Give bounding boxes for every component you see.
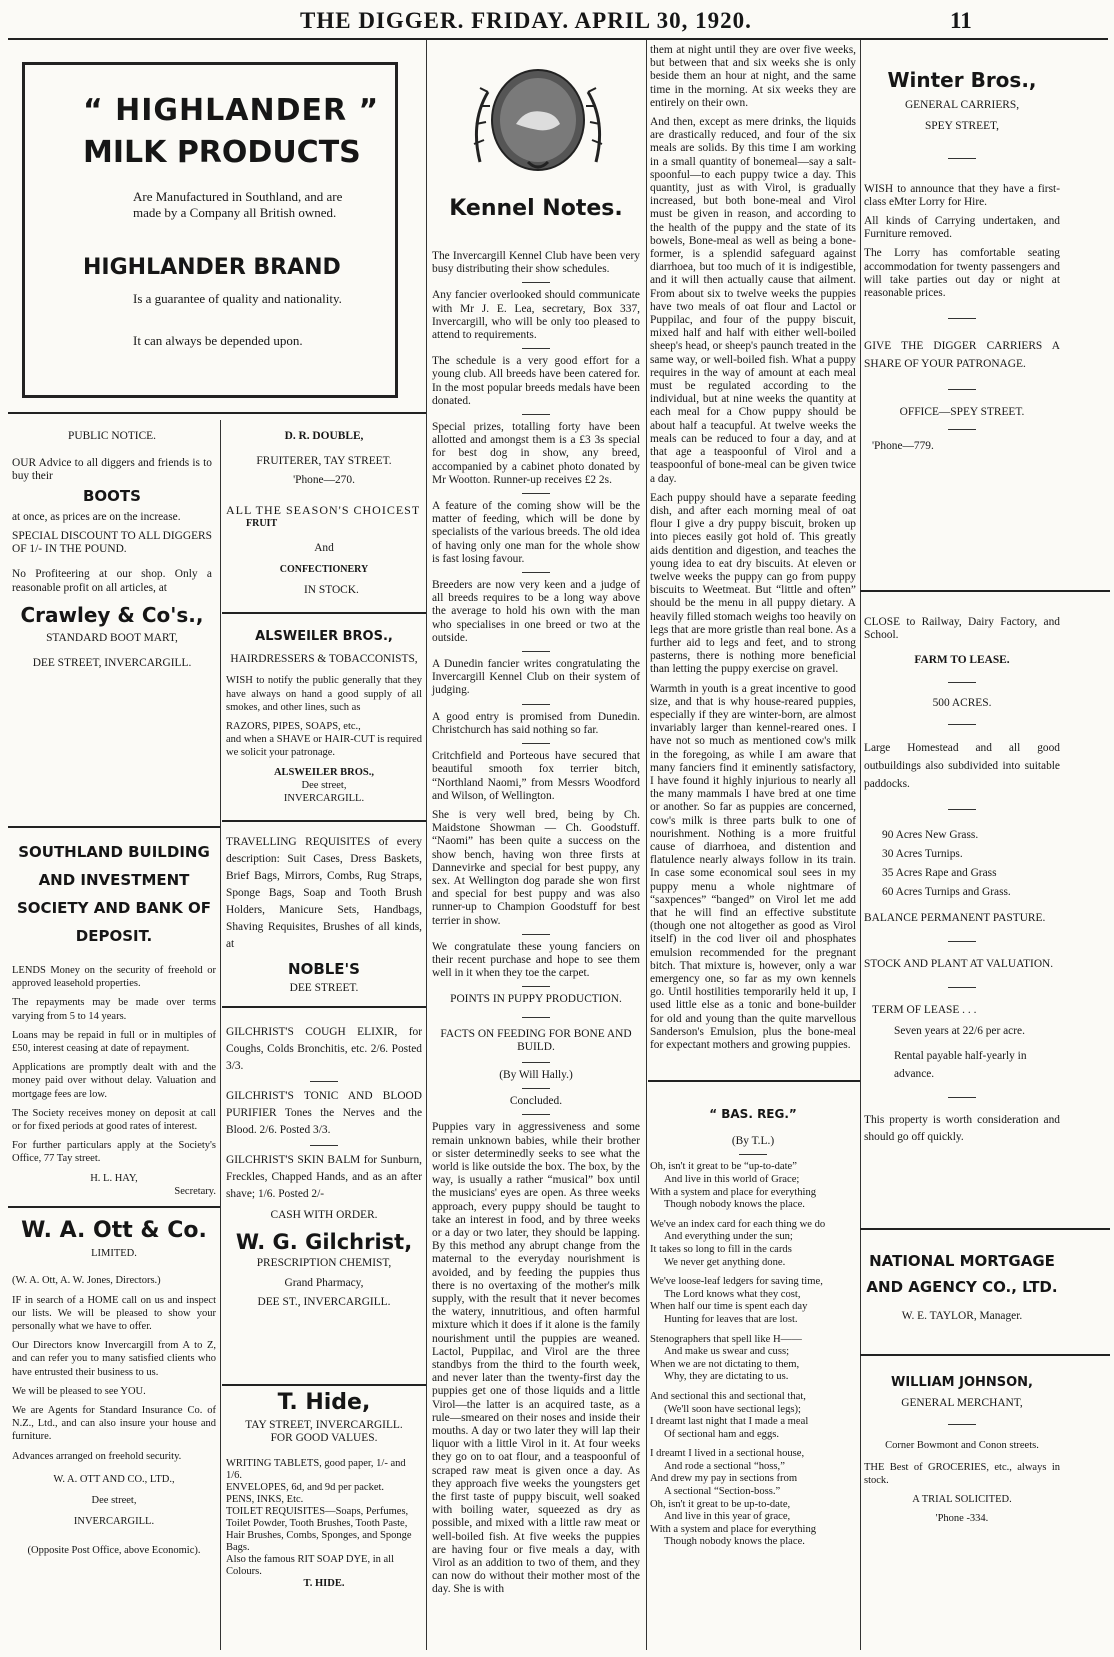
poem-line: Though nobody knows the place.	[664, 1199, 805, 1211]
notice-heading: PUBLIC NOTICE.	[68, 430, 156, 442]
highlander-guarantee: Is a guarantee of quality and nationality.	[133, 291, 342, 306]
rule	[522, 1062, 550, 1063]
poem-line: Though nobody knows the place.	[664, 1536, 805, 1548]
double-ad	[226, 430, 422, 598]
kennel-text: Special prizes, totalling forty have been allotted and amongst them is a £3 3s special for best dog in show, any breed, accompanied by a cabinet photo donated by Mr Wootton. Runner-up receives £2 2s.	[432, 421, 640, 486]
rule	[522, 414, 550, 415]
double-text: CONFECTIONERY	[279, 564, 369, 576]
poem-stanza	[650, 1391, 856, 1441]
column-rule	[426, 40, 427, 1650]
kennel-byline: (By Will Hally.)	[499, 1068, 573, 1081]
alsweiler-text: WISH to notify the public generally that they have always on hand a good supply of all smokes, and other lines, such as	[226, 675, 422, 713]
johnson-text: A TRIAL SOLICITED.	[912, 1494, 1012, 1506]
poem-stanza	[650, 1448, 856, 1549]
poem-line: We never get anything done.	[664, 1256, 786, 1268]
ott-directors: (W. A. Ott, A. W. Jones, Directors.)	[12, 1275, 161, 1287]
rule	[522, 934, 550, 935]
kennel-notes	[432, 250, 640, 1603]
highlander-title: “ HIGHLANDER ”	[83, 93, 380, 128]
divider	[8, 826, 220, 828]
southland-ad	[12, 838, 216, 1198]
poem-body	[650, 1161, 856, 1549]
farm-list-item: 35 Acres Rape and Grass	[882, 866, 997, 879]
gilchrist-ad	[226, 1024, 422, 1309]
poem-line: I dreamt last night that I made a meal	[650, 1416, 809, 1428]
farm-list-item: 60 Acres Turnips and Grass.	[882, 885, 1011, 898]
farm-text: CLOSE to Railway, Dairy Factory, and School.	[864, 616, 1060, 642]
alsweiler-text: RAZORS, PIPES, SOAPS, etc.,	[226, 721, 361, 733]
farm-ad	[864, 616, 1060, 1152]
highlander-body: Are Manufactured in Southland, and are made by a Company all British owned.	[133, 189, 343, 220]
rule	[522, 493, 550, 494]
alsweiler-sub: HAIRDRESSERS & TOBACCONISTS,	[230, 653, 418, 666]
winter-sub: GENERAL CARRIERS,	[904, 99, 1020, 112]
southland-text: The Society receives money on deposit at call or for fixed periods at good rates of interest.	[12, 1107, 216, 1133]
rule	[948, 318, 976, 319]
rule	[522, 1017, 550, 1018]
poem-line: With a system and place for everything	[650, 1186, 817, 1198]
ott-text: We are Agents for Standard Insurance Co. of N.Z., Ltd., and can also insure your house and furniture.	[12, 1405, 216, 1443]
farm-list-item: 30 Acres Turnips.	[882, 847, 963, 860]
winter-sub: SPEY STREET,	[924, 120, 1000, 133]
kennel-subheading: FACTS ON FEEDING FOR BONE AND BUILD.	[440, 1027, 632, 1053]
southland-text: Loans may be repaid in full or in multiples of £50, interest ceasing at date of repayment.	[12, 1029, 216, 1055]
johnson-phone: 'Phone -334.	[935, 1513, 989, 1525]
poem-line: It takes so long to fill in the cards	[650, 1243, 792, 1255]
poem-line: The Lord knows what they cost,	[664, 1288, 801, 1300]
ott-ad	[12, 1218, 216, 1558]
kennel-emblem	[468, 62, 608, 180]
boots-ad	[12, 430, 212, 670]
rule	[522, 1114, 550, 1115]
southland-text: Applications are promptly dealt with and the money paid over without delay. Valuation and mortgage fees are low.	[12, 1062, 216, 1100]
poem-stanza	[650, 1219, 856, 1269]
column-rule	[220, 420, 221, 1650]
article-text: Each puppy should have a separate feeding dish, and after each morning meal of oat flour I give a dry puppy biscuit, broken up into pieces easily got hold of. This greatly aids dentition and digestion, and teaches the young idea to eat dry biscuits. At eleven or twelve weeks the puppy can go from puppy biscuits to Weetmeat. But “little and often” should be the menu in all puppy dietary. A heavily filled stomach weighs too heavily on legs that are more gristle than real bone. As a further aid to legs and feet, and to strong pasterns, there is nothing more beneficial than letting the puppy exercise on gravel.	[650, 491, 856, 676]
ott-text: Our Directors know Invercargill from A to Z, and can refer you to many satisfied clients who have entrusted their business to us.	[12, 1340, 216, 1378]
gilchrist-cash: CASH WITH ORDER.	[270, 1209, 378, 1221]
farm-heading: FARM TO LEASE.	[914, 654, 1010, 667]
double-name: D. R. DOUBLE,	[284, 430, 364, 442]
johnson-name: WILLIAM JOHNSON,	[891, 1375, 1033, 1390]
double-phone: 'Phone—270.	[293, 474, 355, 487]
divider	[222, 1384, 426, 1386]
rule	[948, 1097, 976, 1098]
poem-line: With a system and place for everything	[650, 1523, 817, 1535]
hide-name: T. Hide,	[277, 1390, 371, 1415]
rule	[948, 987, 976, 988]
rule	[948, 809, 976, 810]
gilchrist-text: GILCHRIST'S TONIC AND BLOOD PURIFIER Tones the Nerves and the Blood. 2/6. Posted 3/3.	[226, 1090, 422, 1136]
boots-text: at once, as prices are on the increase.	[12, 510, 181, 523]
southland-sign: Secretary.	[174, 1185, 216, 1197]
kennel-text: A good entry is promised from Dunedin. Christchurch has said nothing so far.	[432, 710, 640, 736]
farm-term: TERM OF LEASE . . .	[872, 1004, 977, 1017]
poem-line: When we are not dictating to them,	[650, 1358, 800, 1370]
hide-ad	[226, 1390, 422, 1590]
national-manager: W. E. TAYLOR, Manager.	[901, 1310, 1023, 1322]
alsweiler-text: and when a SHAVE or HAIR-CUT is required we solicit your patronage.	[226, 734, 422, 759]
hide-sign: T. HIDE.	[303, 1577, 345, 1589]
double-text: And	[314, 542, 334, 555]
double-text: IN STOCK.	[304, 584, 359, 597]
divider	[860, 1228, 1110, 1230]
farm-term-text: Rental payable half-yearly in advance.	[894, 1049, 1027, 1080]
poem-line: Of sectional ham and eggs.	[664, 1428, 780, 1440]
ott-text: Advances arranged on freehold security.	[12, 1450, 182, 1462]
winter-office: OFFICE—SPEY STREET.	[899, 406, 1025, 419]
hide-text: TOILET REQUISITES—Soaps, Perfumes, Toilet Powder, Tooth Brushes, Tooth Paste, Hair Brushes, Combs, Sponges, and Sponge Bags.	[226, 1505, 412, 1553]
highlander-subtitle: MILK PRODUCTS	[83, 135, 361, 170]
hide-text: Also the famous RIT SOAP DYE, in all Colours.	[226, 1553, 394, 1577]
poem-stanza	[650, 1334, 856, 1384]
southland-text: The repayments may be made over terms varying from 5 to 14 years.	[12, 997, 216, 1022]
ott-limited: LIMITED.	[91, 1248, 137, 1260]
kennel-concluded: Concluded.	[509, 1095, 563, 1108]
rule	[522, 282, 550, 283]
page-header	[0, 8, 1114, 36]
poem	[650, 1108, 856, 1556]
header-rule	[8, 38, 1108, 40]
masthead-title: THE DIGGER. FRIDAY. APRIL 30, 1920.	[300, 8, 752, 33]
farm-acres: 500 ACRES.	[932, 696, 992, 709]
rule	[522, 348, 550, 349]
page-number: 11	[950, 8, 972, 33]
poem-line: And rode a sectional “hoss,”	[664, 1460, 785, 1472]
highlander-depend: It can always be depended upon.	[133, 333, 303, 348]
gilchrist-sign: Grand Pharmacy,	[284, 1276, 364, 1289]
rule	[522, 651, 550, 652]
article-text: Warmth in youth is a great incentive to good size, and that is why house-reared puppies, especially if they are winter-born, are almost invariably larger than kennel-reared ones. I have not so much as mentioned cow's milk in the foregoing, as while I am aware that many fanciers find it eminently satisfactory, I have found it highly injurious to nearly all the many mammals I have bred at one time or another. So far as puppies are concerned, cow's milk is three parts bulk to one of nourishment. Nothing is a more fruitful cause of diarrhoea, and distention and flatulence nearly always follow in its train. In case some economical soul sees in my puppy menu a whole nightmare of “saxpences” “banged” on Virol let me add that he will find an effective substitute (though one not altogether as good as Virol itself) in the cod liver oil and phosphates emulsion recommended for the pregnant bitch. That mixture is, however, only a war emergency one, so far as my own kennels go. Until hostilities temporarily held it up, I used little else as a tonic and bone-builder for old and young than the quite marvellous Sanderson's Emulsion, plus the bone-meal for expectant mothers and growing puppies.	[650, 682, 856, 1052]
winter-text: GIVE THE DIGGER CARRIERS A SHARE OF YOUR PATRONAGE.	[864, 340, 1060, 371]
poem-line: We've an index card for each thing we do	[650, 1218, 826, 1230]
article-text: them at night until they are over five weeks, but between that and six weeks she is only beside them an hour at night, and the same time in the morning. At six weeks they are entirely on their own.	[650, 44, 856, 109]
rule	[522, 986, 550, 987]
farm-text: BALANCE PERMANENT PASTURE.	[864, 911, 1046, 924]
poem-line: Hunting for leaves that are lost.	[664, 1313, 798, 1325]
rule	[310, 1145, 338, 1146]
kennel-text: Critchfield and Porteous have secured that beautiful smooth fox terrier bitch, “Northland Naomi,” from Messrs Woodford and Wilson, of Wellington.	[432, 750, 640, 802]
southland-text: For further particulars apply at the Society's Office, 77 Tay street.	[12, 1140, 216, 1165]
winter-ad	[864, 68, 1060, 454]
kennel-text: She is very well bred, being by Ch. Maidstone Showman — Ch. Goodstuff. “Naomi” has been quite a success on the show bench, having won three firsts at Dannevirke and special for best puppy, any sex. At Wellington dog parade she won first and special for best puppy and was also runner-up to Champion Goodstuff for best terrier in show.	[432, 808, 640, 927]
rule	[948, 429, 976, 430]
rule	[948, 389, 976, 390]
column-rule	[646, 40, 647, 1650]
ott-sign: W. A. OTT AND CO., LTD.,	[53, 1473, 175, 1485]
poem-line: And make us swear and cuss;	[664, 1346, 790, 1358]
kennel-text: We congratulate these young fanciers on their recent purchase and hope to see them well in it when they toe the carpet.	[432, 940, 640, 980]
rule	[522, 743, 550, 744]
highlander-brand: HIGHLANDER BRAND	[83, 255, 341, 280]
alsweiler-sign: Dee street,	[301, 779, 347, 791]
divider	[860, 590, 1110, 592]
poem-title: “ BAS. REG.”	[709, 1107, 797, 1121]
poem-line: Oh, isn't it great to be “up-to-date”	[650, 1161, 797, 1173]
boots-discount: SPECIAL DISCOUNT TO ALL DIGGERS OF 1/- IN THE POUND.	[12, 530, 212, 556]
divider	[222, 820, 426, 822]
kennel-text: Puppies vary in aggressiveness and some remain unknown babies, while their brother or sister determinedly seeks to see what the world is like outside the box. The box, by the way, is usually a rather “musical” box until the musicians' eyes are open. As three weeks approach, every puppy should be taught to take an interest in food, and by three weeks or a day or two later, they should be lapping. By this method any abrupt change from the maternal to the everyday nourishment is avoided, and by feeding the puppies thus there is no overtaxing of the mother's milk supply, with the result that it never becomes the watery, innutritious, and often harmful mixture which it does if it alone is the family nourishment until the puppies are weaned. Lactol, Puppilac, and Virol are the three standbys from the third to the fourth week, and never later than the twenty-first day the puppies get one of those liquids and a little Virol—the latter is an acquired taste, as a rule—smeared on their noses and inside their mouths. A day or two later they will lap their liquor with a little Virol in it. At four weeks they go on to oat flour, and a teaspoonful of scraped raw meat is given once a day. As they approach five weeks the youngsters get the first taste of puppy biscuit, well soaked with boiling water, squeezed as dry as possible, and mixed with a little raw meat or well-boiled fish. At five weeks the puppies are having four or five meals a day, with Virol as an addition to two of them, and they can now do without their mother most of the day. She is with	[432, 1121, 640, 1596]
boots-text: OUR Advice to all diggers and friends is to buy their	[12, 457, 212, 483]
alsweiler-sign: INVERCARGILL.	[283, 793, 365, 805]
kennel-subheading: POINTS IN PUPPY PRODUCTION.	[450, 993, 622, 1006]
hide-text: WRITING TABLETS, good paper, 1/- and 1/6.	[226, 1457, 406, 1481]
rule	[948, 1424, 976, 1425]
noble-text: TRAVELLING REQUISITES of every description: Suit Cases, Dress Baskets, Brief Bags, Mirrors, Combs, Rug Straps, Sponge Bags, Soap and Tooth Brush Holders, Manicure Sets, Handbags, Shaving Requisites, Brushes of all kinds, at	[226, 836, 422, 950]
national-ad	[864, 1248, 1060, 1323]
poem-line: (We'll soon have sectional legs);	[664, 1403, 801, 1415]
crawley-address: DEE STREET, INVERCARGILL.	[32, 657, 192, 670]
southland-text: LENDS Money on the security of freehold or approved leasehold properties.	[12, 965, 216, 990]
noble-street: DEE STREET.	[289, 982, 359, 995]
rule	[310, 1081, 338, 1082]
column-rule	[860, 40, 861, 1650]
kennel-text: The Invercargill Kennel Club have been very busy distributing their show schedules.	[432, 250, 640, 276]
farm-text: Large Homestead and all good outbuildings also subdivided into suitable paddocks.	[864, 741, 1060, 790]
poem-line: And everything under the sun;	[664, 1231, 793, 1243]
poem-line: Why, they are dictating to us.	[664, 1371, 789, 1383]
divider	[8, 1206, 220, 1208]
poem-stanza	[650, 1161, 856, 1211]
hide-sub: FOR GOOD VALUES.	[270, 1432, 378, 1445]
divider	[860, 1354, 1110, 1356]
poem-line: And live in this world of Grace;	[664, 1174, 800, 1185]
poem-line: Oh, isn't it great to be up-to-date,	[650, 1498, 791, 1510]
rule	[522, 704, 550, 705]
hide-text: ENVELOPES, 6d, and 9d per packet.	[226, 1481, 385, 1493]
divider	[222, 612, 426, 614]
farm-term-text: Seven years at 22/6 per acre.	[894, 1025, 1025, 1038]
ott-text: We will be pleased to see YOU.	[12, 1385, 146, 1397]
rule	[522, 572, 550, 573]
double-text: ALL THE SEASON'S CHOICEST	[226, 502, 421, 517]
winter-phone: 'Phone—779.	[872, 440, 934, 453]
national-name: NATIONAL MORTGAGE AND AGENCY CO., LTD.	[866, 1252, 1058, 1296]
poem-line: A sectional “Section-boss.”	[664, 1486, 781, 1498]
noble-name: NOBLE'S	[288, 960, 360, 978]
kennel-text: A Dunedin fancier writes congratulating the Invercargill Kennel Club on their system of judging.	[432, 658, 640, 697]
gilchrist-text: GILCHRIST'S SKIN BALM for Sunburn, Freckles, Chapped Hands, and as an after shave; 1/6. Posted 2/-	[226, 1154, 422, 1200]
kennel-text: The schedule is a very good effort for a young club. All breeds have been catered for. In the most popular breeds medals have been donated.	[432, 355, 640, 407]
alsweiler-name: ALSWEILER BROS.,	[255, 629, 393, 644]
winter-text: All kinds of Carrying undertaken, and Furniture removed.	[864, 215, 1060, 241]
boots-text: No Profiteering at our shop. Only a reasonable profit on all articles, at	[12, 568, 212, 594]
alsweiler-sign: ALSWEILER BROS.,	[273, 766, 375, 778]
noble-ad	[226, 834, 422, 995]
rule	[948, 941, 976, 942]
double-text: FRUIT	[246, 517, 278, 529]
poem-line: And sectional this and sectional that,	[650, 1390, 806, 1402]
crawley-sub: STANDARD BOOT MART,	[46, 632, 178, 645]
poem-line: Stenographers that spell like H——	[650, 1333, 802, 1345]
rule	[739, 1154, 767, 1155]
divider	[648, 1080, 860, 1082]
johnson-sub: GENERAL MERCHANT,	[901, 1397, 1023, 1410]
southland-title: SOUTHLAND BUILDING AND INVESTMENT SOCIETY AND BANK OF DEPOSIT.	[17, 843, 211, 945]
gilchrist-name: W. G. Gilchrist,	[235, 1230, 413, 1255]
rule	[948, 682, 976, 683]
ott-name: W. A. Ott & Co.	[21, 1218, 207, 1243]
section-rule	[8, 412, 426, 414]
johnson-address: Corner Bowmont and Conon streets.	[885, 1440, 1039, 1452]
double-sub: FRUITERER, TAY STREET.	[256, 455, 392, 468]
gilchrist-sign: DEE ST., INVERCARGILL.	[257, 1295, 391, 1308]
kennel-title: Kennel Notes.	[449, 196, 623, 221]
farm-text: STOCK AND PLANT AT VALUATION.	[864, 958, 1054, 971]
puppy-article-continued	[650, 44, 856, 1058]
ott-sign: Dee street,	[91, 1495, 137, 1507]
winter-text: WISH to announce that they have a first-class eMter Lorry for Hire.	[864, 182, 1060, 208]
highlander-ad	[22, 62, 398, 398]
gilchrist-sign: PRESCRIPTION CHEMIST,	[256, 1257, 392, 1270]
poem-line: We've loose-leaf ledgers for saving time,	[650, 1276, 823, 1288]
poem-stanza	[650, 1276, 856, 1326]
boots-heading: BOOTS	[83, 486, 141, 505]
poem-line: When half our time is spent each day	[650, 1301, 808, 1313]
kennel-text: Any fancier overlooked should communicate with Mr J. E. Lea, secretary, Box 337, Invercargill, who will be only too pleased to attend to requirements.	[432, 289, 640, 342]
rule	[948, 158, 976, 159]
poem-line: And drew my pay in sections from	[650, 1473, 798, 1485]
johnson-ad	[864, 1376, 1060, 1525]
poem-byline: (By T.L.)	[731, 1135, 775, 1148]
hide-sub: TAY STREET, INVERCARGILL.	[245, 1419, 403, 1432]
poem-line: And live in this year of grace,	[664, 1511, 791, 1523]
johnson-text: THE Best of GROCERIES, etc., always in stock.	[864, 1461, 1060, 1486]
divider	[222, 1006, 426, 1008]
winter-name: Winter Bros.,	[887, 68, 1037, 92]
crawley-name: Crawley & Co's.,	[20, 602, 204, 627]
ott-text: IF in search of a HOME call on us and inspect our lists. We will be pleased to show your personally what we have to offer.	[12, 1294, 216, 1333]
kennel-text: Breeders are now very keen and a judge of all breeds requires to be a long way above the average to hold his own with the man who specialises in one breed or two at the outside.	[432, 579, 640, 644]
poem-line: I dreamt I lived in a sectional house,	[650, 1448, 805, 1460]
ott-location: (Opposite Post Office, above Economic).	[27, 1545, 201, 1557]
gilchrist-text: GILCHRIST'S COUGH ELIXIR, for Coughs, Colds Bronchitis, etc. 2/6. Posted 3/3.	[226, 1026, 422, 1072]
rule	[522, 1088, 550, 1089]
winter-text: The Lorry has comfortable seating accommodation for twenty passengers and will take parties out day or night at reasonable prices.	[864, 247, 1060, 300]
alsweiler-ad	[226, 630, 422, 805]
kennel-text: A feature of the coming show will be the matter of feeding, which will be done by specialists of the various breeds. The old idea of having only one man for the whole show is fast losing favour.	[432, 500, 640, 565]
farm-list-item: 90 Acres New Grass.	[882, 828, 979, 841]
ott-sign: INVERCARGILL.	[73, 1516, 155, 1528]
article-text: And then, except as mere drinks, the liquids are drastically reduced, and four of the six meals are solids. By this time I am working in a small quantity of bonemeal—say a salt-spoonful—to each puppy twice a day. This quantity, just as with Virol, is gradually increased, but both bone-meal and Virol must be given in reason, and according to the health of the puppy and the state of its bowels, Bone-meal as well as being a bone-former, is a splendid safeguard against diarrhoea, but too much of it is indigestible, and it will then actually cause that ailment. From about six to twelve weeks the puppies have two meals of oat flour and Lactol or Puppilac, and four of the puppy biscuit, mixed half and half with either well-boiled sheep's head, or sheep's paunch treated in the same way, or well-boiled fish. What a puppy requires in the way of amount at each meal must be regulated according to the individual, but at nine weeks the quantity at each meal for a Chow puppy should be about half a teacupful. At twelve weeks the meals can be reduced to four a day, and at that age a teaspoonful of Virol and a teaspoonful of bone-meal can be given twice a day.	[650, 116, 856, 485]
hide-text: PENS, INKS, Etc.	[226, 1493, 304, 1505]
southland-sign: H. L. HAY,	[90, 1172, 138, 1184]
farm-text: This property is worth consideration and should go off quickly.	[864, 1113, 1060, 1143]
rule	[948, 724, 976, 725]
